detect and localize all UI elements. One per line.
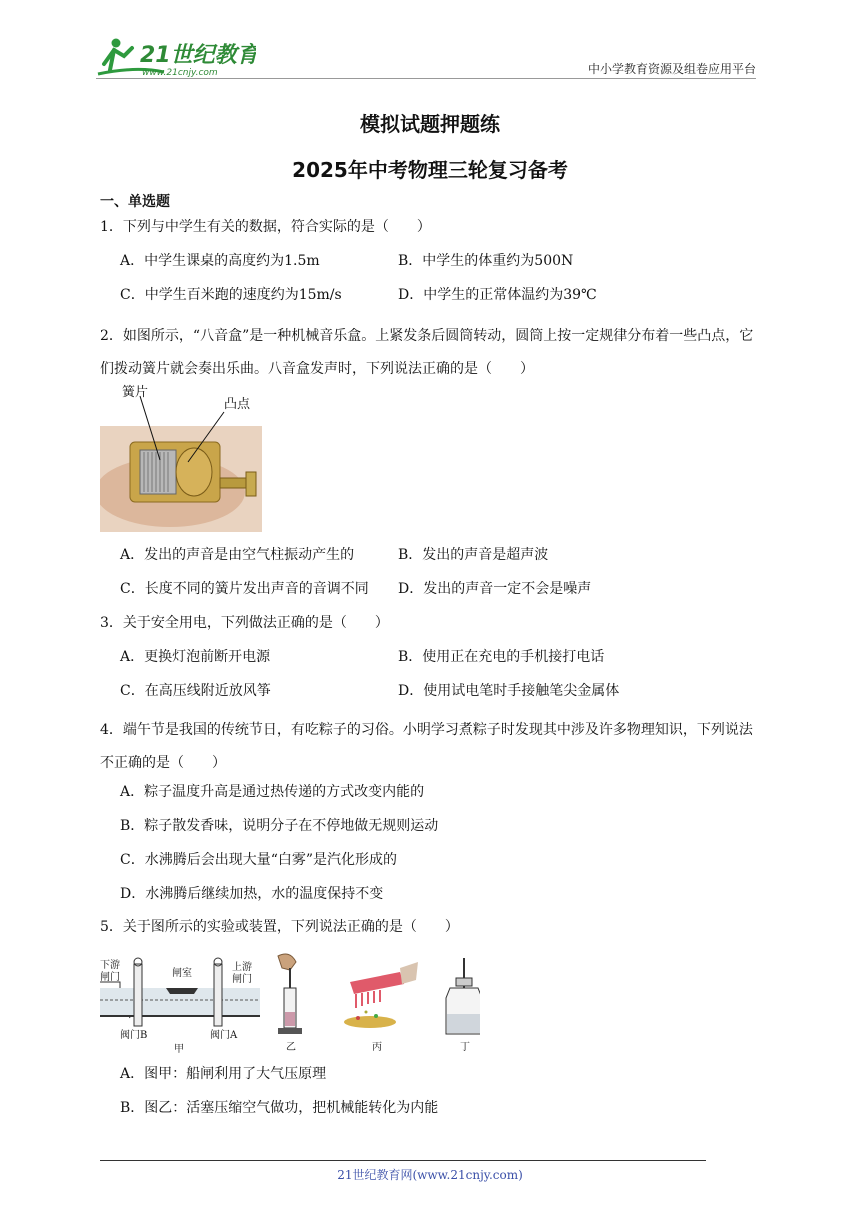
bottle-figure — [446, 958, 480, 1053]
footer-link[interactable]: 21世纪教育网(www.21cnjy.com) — [337, 1168, 523, 1182]
piston-figure — [278, 954, 302, 1053]
q5-option-a: A．图甲：船闸利用了大气压原理 — [120, 1066, 327, 1082]
question-1-stem: 1．下列与中学生有关的数据，符合实际的是（ ） — [100, 219, 431, 235]
site-logo — [96, 34, 256, 80]
question-3-stem: 3．关于安全用电，下列做法正确的是（ ） — [100, 615, 389, 631]
q4-option-d: D．水沸腾后继续加热，水的温度保持不变 — [120, 886, 384, 902]
question-5-stem: 5．关于图所示的实验或装置，下列说法正确的是（ ） — [100, 919, 459, 935]
q1-option-c: C．中学生百米跑的速度约为15m/s — [120, 287, 342, 303]
experiment-figures — [100, 948, 480, 1056]
music-box-figure — [100, 380, 262, 532]
svg-text:甲: 甲 — [174, 1044, 184, 1055]
comb-figure — [344, 962, 418, 1053]
q1-option-b: B．中学生的体重约为500N — [398, 253, 574, 269]
svg-text:www.21cnjy.com: www.21cnjy.com — [142, 68, 218, 78]
q1-option-d: D．中学生的正常体温约为39℃ — [398, 287, 597, 303]
section-heading: 一、单选题 — [100, 194, 170, 210]
svg-text:阀门B: 阀门B — [120, 1030, 148, 1041]
q4-option-c: C．水沸腾后会出现大量“白雾”是汽化形成的 — [120, 852, 398, 868]
q3-option-b: B．使用正在充电的手机接打电话 — [398, 649, 605, 665]
svg-text:丙: 丙 — [372, 1042, 382, 1053]
q2-option-d: D．发出的声音一定不会是噪声 — [398, 581, 592, 597]
svg-text:21世纪教育: 21世纪教育 — [140, 43, 256, 68]
svg-text:闸门: 闸门 — [232, 974, 252, 985]
footer-divider — [100, 1160, 706, 1161]
svg-text:凸点: 凸点 — [224, 397, 251, 412]
svg-text:下游: 下游 — [100, 960, 120, 971]
q2-option-a: A．发出的声音是由空气柱振动产生的 — [120, 547, 355, 563]
svg-text:阀门A: 阀门A — [210, 1030, 238, 1041]
platform-name: 中小学教育资源及组卷应用平台 — [587, 62, 756, 76]
page-subtitle: 2025年中考物理三轮复习备考 — [292, 158, 568, 182]
q1-option-a: A．中学生课桌的高度约为1.5m — [120, 253, 320, 269]
question-4-stem: 4．端午节是我国的传统节日，有吃粽子的习俗。小明学习煮粽子时发现其中涉及许多物理知识，下列说法不正确的是（ ） — [100, 722, 753, 771]
svg-text:上游: 上游 — [232, 962, 252, 973]
q3-option-d: D．使用试电笔时手接触笔尖金属体 — [398, 683, 620, 699]
question-2-stem: 2．如图所示，“八音盒”是一种机械音乐盒。上紧发条后圆筒转动，圆筒上按一定规律分布着一些凸点，它们拨动簧片就会奏出乐曲。八音盒发声时，下列说法正确的是（ ） — [100, 328, 754, 377]
q2-option-c: C．长度不同的簧片发出声音的音调不同 — [120, 581, 369, 597]
q2-option-b: B．发出的声音是超声波 — [398, 547, 549, 563]
svg-text:闸门: 闸门 — [100, 972, 120, 983]
q4-option-b: B．粽子散发香味，说明分子在不停地做无规则运动 — [120, 818, 439, 834]
svg-text:丁: 丁 — [460, 1042, 470, 1053]
svg-text:闸室: 闸室 — [172, 968, 192, 979]
header-divider — [96, 78, 756, 79]
q5-option-b: B．图乙：活塞压缩空气做功，把机械能转化为内能 — [120, 1100, 439, 1116]
svg-text:乙: 乙 — [286, 1042, 296, 1053]
q3-option-c: C．在高压线附近放风筝 — [120, 683, 271, 699]
q4-option-a: A．粽子温度升高是通过热传递的方式改变内能的 — [120, 784, 425, 800]
ship-lock-figure — [100, 958, 260, 1055]
page-title: 模拟试题押题练 — [360, 112, 500, 136]
svg-text:簧片: 簧片 — [122, 385, 149, 400]
q3-option-a: A．更换灯泡前断开电源 — [120, 649, 271, 665]
